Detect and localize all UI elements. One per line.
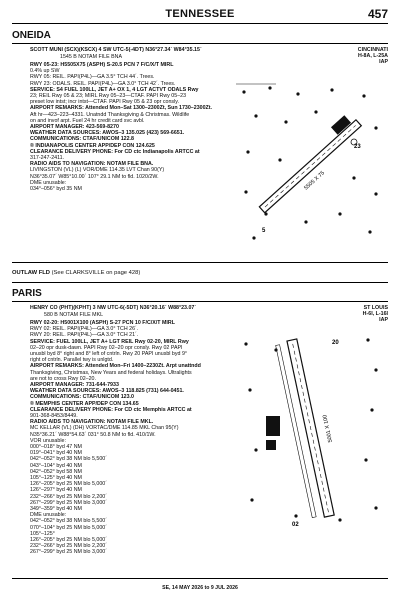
footer-divider — [12, 578, 388, 579]
oneida-airport-line: SCOTT MUNI (SCX)(KSCX) 4 SW UTC-5(-4DT) N36°27.34´ W84°35.15´ — [30, 47, 202, 53]
oneida-divider — [12, 43, 388, 44]
oneida-runway — [259, 120, 361, 213]
tree-icon — [244, 190, 247, 193]
paris-text-line: N35°36.21´ W88°54.63´ 031° 50.8 NM to fld. 410/1W. — [30, 431, 156, 438]
paris-chart-ref — [363, 305, 388, 324]
paris-text-line: AIRPORT MANAGER: 731-644-7933 — [30, 382, 119, 388]
page-footer: SE, 14 MAY 2026 to 9 JUL 2026 — [162, 585, 238, 591]
paris-text-line: RWY 02: REIL. PAPI(P4L)—GA 3.0° TCH 26´. — [30, 326, 139, 333]
hangar-block — [266, 440, 276, 450]
paris-text-line: RWY 02-20: H5001X100 (ASPH) S-27 PCN 10 F/C/X/T MIRL — [30, 320, 175, 326]
oneida-airport-diagram — [236, 82, 386, 250]
paris-runway-dims: 5001 X 100 — [322, 414, 334, 443]
paris-text-line: ® MEMPHIS CENTER APP/DEP CON 134.65 — [30, 400, 139, 407]
paris-text-line: 126°–205° byd 25 NM blo 5,000´ — [30, 481, 107, 488]
tree-icon — [368, 230, 371, 233]
paris-text-line: 043°–104° byd 40 NM — [30, 462, 82, 469]
paris-text-line: 105°–125° — [30, 530, 55, 537]
tree-icon — [330, 88, 333, 91]
chart-ref-enroute: H-6I, L-16I — [362, 311, 388, 318]
paris-text-line: 042°–052° byd 58 NM — [30, 468, 82, 475]
oneida-text-line: RWY 05-23: H5505X75 (ASPH) S-20.5 PCN 7 F/C/X/T MIRL — [30, 62, 174, 68]
oneida-text-line: SERVICE: S4 FUEL 100LL, JET A+ OX 1, 4 LGT ACTVT ODALS Rwy — [30, 86, 199, 93]
paris-text-line: SERVICE: FUEL 100LL, JET A+ LGT REIL Rwy 02-20, MIRL Rwy — [30, 338, 189, 345]
tree-icon — [352, 176, 355, 179]
tree-icon — [248, 388, 251, 391]
oneida-text-line: preset low intst; incr intst—CTAF. PAPI Rwy 05 & 23 opr consly. — [30, 99, 179, 106]
chart-ref-enroute: H-8A, L-25A — [357, 53, 388, 60]
tree-icon — [338, 518, 341, 521]
oneida-runway-dims: 5505 X 75 — [303, 170, 326, 192]
tree-icon — [364, 458, 367, 461]
oneida-text-line: RADIO AIDS TO NAVIGATION: NOTAM FILE BNA. — [30, 161, 154, 168]
oneida-text-line: ® INDIANAPOLIS CENTER APP/DEP CON 124.625 — [30, 142, 155, 149]
paris-text-line: 070°–104° byd 25 NM blo 5,000´ — [30, 524, 107, 531]
paris-text-line: 042°–052° byd 38 NM blo 5,500´ — [30, 456, 107, 463]
oneida-rwy-end-23: 23 — [354, 144, 361, 150]
tree-icon — [370, 408, 373, 411]
paris-text-line: 042°–052° byd 38 NM blo 5,500´ — [30, 518, 107, 525]
tree-icon — [296, 92, 299, 95]
paris-divider — [12, 301, 388, 302]
oneida-text-line: on and invof arpt. Fuel 24 hr credit card svc avbl. — [30, 117, 145, 124]
paris-text-line: 000°–018° byd 47 NM — [30, 444, 82, 450]
chart-ref-sectional: ST LOUIS — [363, 305, 388, 311]
city-paris: PARIS — [12, 288, 42, 299]
paris-text-line: are not to cross Rwy 02–20. — [30, 375, 96, 382]
paris-text-line: AIRPORT REMARKS: Attended Mon–Fri 1400–2230Zt. Arpt unattndd — [30, 363, 201, 370]
paris-text-line: 267°–299° byd 25 NM blo 3,000´ — [30, 549, 107, 556]
chart-ref-iap: IAP — [379, 59, 388, 66]
paris-text-line: 019°–041° byd 40 NM — [30, 450, 82, 457]
tree-icon — [242, 90, 245, 93]
tree-icon — [254, 448, 257, 451]
city-oneida: ONEIDA — [12, 30, 51, 41]
paris-text-line: WEATHER DATA SOURCES: AWOS–3 118.825 (731) 644-0451. — [30, 388, 184, 395]
tree-icon — [374, 368, 377, 371]
tree-icon — [374, 506, 377, 509]
paris-text-line: 267°–299° byd 25 NM blo 3,000´ — [30, 499, 107, 506]
paris-text-line: unusbl byd 8° right and 8° left of cntrln. Rwy 20 PAPI unusbl byd 9° — [30, 351, 188, 357]
tree-icon — [304, 220, 307, 223]
tree-icon — [338, 212, 341, 215]
oneida-text-line: WEATHER DATA SOURCES: AWOS–3 135.025 (423) 569-6651. — [30, 130, 185, 137]
oneida-chart-ref — [358, 47, 388, 66]
section-divider — [12, 282, 388, 283]
paris-airport-line: HENRY CO (PHT)(KPHT) 3 NW UTC-6(-5DT) N36°20.16´ W88°23.07´ — [30, 305, 197, 311]
tree-icon — [374, 126, 377, 129]
paris-text-line: DME unusable: — [30, 512, 67, 519]
tree-icon — [278, 158, 281, 161]
paris-text-line: 105°–125° byd 40 NM — [30, 475, 82, 481]
tree-icon — [362, 94, 365, 97]
paris-text-line: RWY 20: REIL. PAPI(P4L)—GA 3.0° TCH 21´. — [30, 332, 139, 339]
outlaw-ref-link[interactable]: (See CLARKSVILLE on page 428) — [51, 270, 141, 276]
chart-ref-sectional: CINCINNATI — [357, 47, 388, 53]
paris-text-line: 349°–359° byd 40 NM — [30, 506, 82, 512]
paris-text-line: RADIO AIDS TO NAVIGATION: NOTAM FILE MKL. — [30, 419, 154, 426]
tree-icon — [314, 110, 317, 113]
oneida-text-line: RWY 23: ODALS. REIL. PAPI(P4L)—GA 3.0° TCH 42´. Trees. — [30, 80, 176, 87]
page-number: 457 — [367, 7, 388, 21]
oneida-text-line: AIRPORT MANAGER: 423-569-8270 — [30, 124, 119, 130]
tree-icon — [250, 498, 253, 501]
paris-rwy-end-02: 02 — [292, 522, 299, 528]
oneida-rwy-end-5: 5 — [262, 228, 266, 234]
oneida-text-line: 034°–056° byd 35 NM — [30, 186, 82, 192]
section-divider — [12, 262, 388, 263]
tree-icon — [254, 114, 257, 117]
oneida-text-line: 0.4% up SW — [30, 68, 60, 75]
paris-text-line: COMMUNICATIONS: CTAF/UNICOM 123.0 — [30, 394, 134, 401]
page-state-title: TENNESSEE — [165, 8, 235, 20]
paris-text-line: 232°–266° byd 25 NM blo 2,200´ — [30, 493, 107, 500]
paris-text-line: 126°–205° byd 25 NM blo 5,000´ — [30, 537, 107, 543]
paris-text-line: 901-368-8453/8449. — [30, 413, 78, 419]
tree-icon — [374, 192, 377, 195]
oneida-text-line: CLEARANCE DELIVERY PHONE: For CD ctc Indianapolis ARTCC at — [30, 148, 200, 155]
paris-text-line: 02–20 opr dusk-dawn. PAPI Rwy 02–20 opr consly. Rwy 02 PAPI — [30, 344, 183, 351]
paris-text-line: right of cntrln. Parallel twy is unlgtd. — [30, 357, 114, 364]
paris-text-line: Thanksgiving, Christmas, New Years and federal holidays. Ultralights — [30, 369, 192, 376]
paris-elev-line: 580 B NOTAM FILE MKL — [44, 312, 104, 318]
oneida-text-line: COMMUNICATIONS: CTAF/UNICOM 122.8 — [30, 136, 134, 143]
oneida-text-line: 23; REIL Rwy 05 & 23; MIRL Rwy 05–23—CTAF. PAPI Rwy 05–23 — [30, 93, 187, 99]
paris-text-line: CLEARANCE DELIVERY PHONE: For CD ctc Memphis ARTCC at — [30, 406, 192, 413]
oneida-text-line: N36°35.07´ W85°10.00´ 107° 29.1 NM to fld. 1020/2W. — [30, 173, 159, 180]
oneida-text-line: 317-247-2411. — [30, 155, 65, 161]
oneida-text-line: DME unusable: — [30, 179, 67, 186]
paris-text-line: VOR unusable: — [30, 437, 66, 444]
header-divider — [12, 23, 388, 24]
tree-icon — [284, 120, 287, 123]
paris-rwy-end-20: 20 — [332, 340, 339, 346]
tree-icon — [294, 514, 297, 517]
outlaw-entry — [12, 270, 140, 276]
paris-text-line: 126°–297° byd 40 NM — [30, 487, 82, 494]
tree-icon — [244, 342, 247, 345]
oneida-elev-line: 1545 B NOTAM FILE BNA — [60, 54, 123, 60]
oneida-text-line: Aft hr—423–223–4331. Unatndd Thanksgiving & Christmas. Wildlife — [30, 111, 190, 118]
outlaw-name: OUTLAW FLD — [12, 270, 50, 276]
tree-icon — [246, 150, 249, 153]
paris-text-line: 232°–266° byd 25 NM blo 2,200´ — [30, 543, 107, 550]
chart-ref-iap: IAP — [379, 317, 388, 324]
oneida-text-line: AIRPORT REMARKS: Attended Mon–Sat 1300–2300Zt, Sun 1730–2300Zt. — [30, 105, 213, 112]
paris-airport-diagram — [236, 330, 386, 530]
tree-icon — [268, 86, 271, 89]
oneida-text-line: LIVINGSTON (VL) (L) VOR/DME 114.35 LVT Chan 90(Y) — [30, 167, 165, 174]
tree-icon — [252, 236, 255, 239]
oneida-text-line: RWY 05: REIL. PAPI(P4L)—GA 3.5° TCH 44´. Trees. — [30, 74, 155, 81]
paris-text-line: MC KELLAR (VL) (DH) VORTAC/DME 114.85 MKL Chan 95(Y) — [30, 425, 179, 432]
hangar-block — [266, 416, 280, 436]
tree-icon — [366, 338, 369, 341]
